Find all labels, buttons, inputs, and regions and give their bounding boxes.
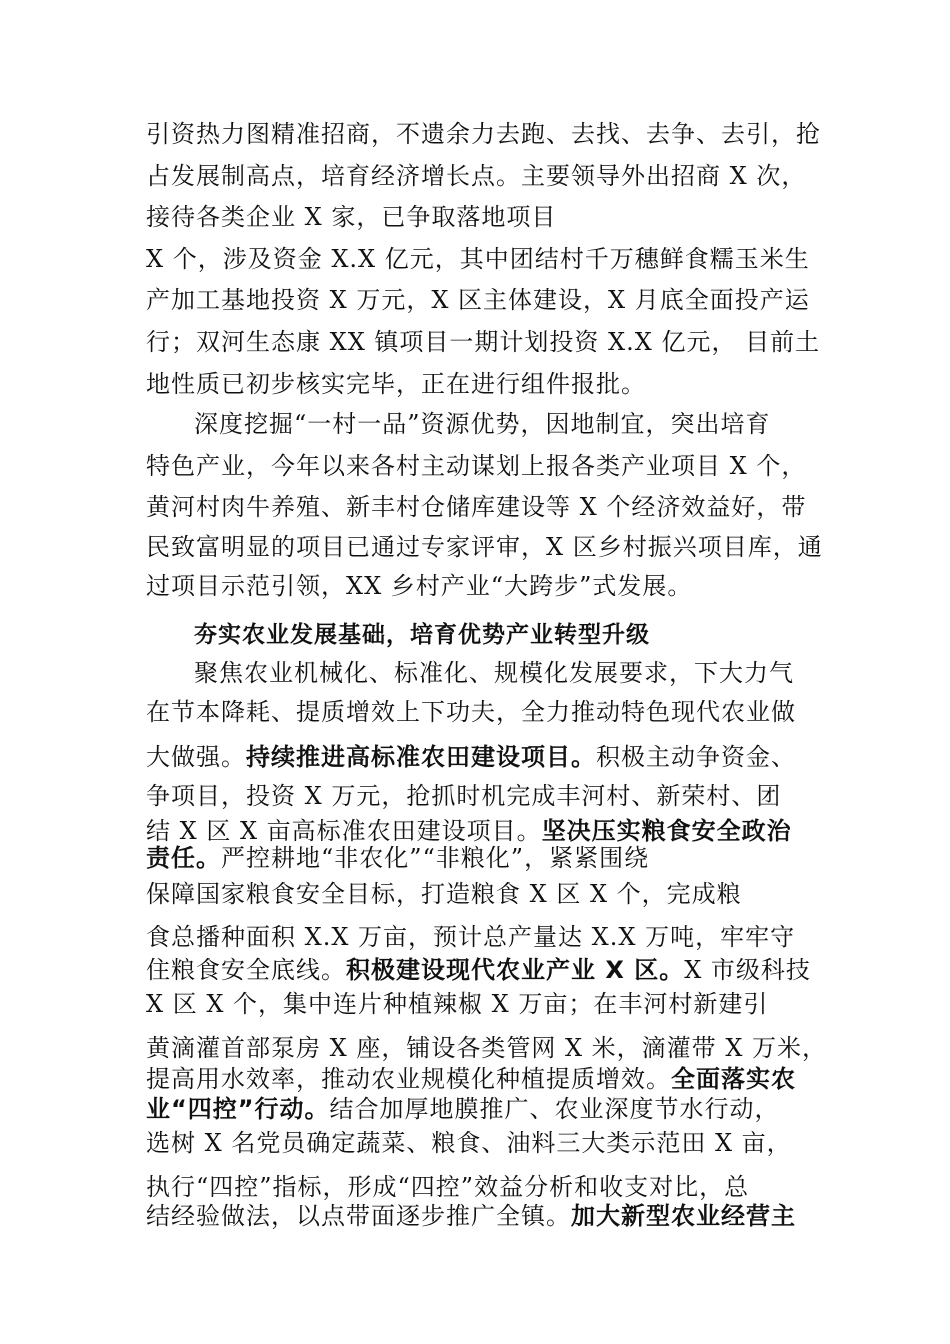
text-run: X 市级科技	[684, 956, 811, 984]
text-line: 保障国家粮食安全目标，打造粮食 X 区 X 个，完成粮	[146, 880, 742, 908]
bold-lead-phrase: 持续推进高标准农田建设项目。	[246, 743, 596, 771]
text-line: 占发展制高点，培育经济增长点。主要领导外出招商 X 次，	[146, 162, 807, 190]
text-line: 深度挖掘“一村一品”资源优势，因地制宜，突出培育	[194, 410, 771, 438]
text-line: 地性质已初步核实完毕，正在进行组件报批。	[146, 370, 646, 398]
text-run: 结合加厚地膜推广、农业深度节水行动，	[329, 1095, 780, 1123]
text-line	[146, 842, 649, 874]
text-line	[146, 1200, 796, 1232]
text-line	[146, 954, 811, 986]
text-run: 大做强。	[146, 743, 246, 771]
text-line: X 区 X 个，集中连片种植辣椒 X 万亩；在丰河村新建引	[146, 990, 769, 1018]
text-line: 引资热力图精准招商，不遗余力去跑、去找、去争、去引，抢	[146, 120, 821, 148]
text-run: 结经验做法，以点带面逐步推广全镇。	[146, 1202, 571, 1230]
text-line: 选树 X 名党员确定蔬菜、粮食、油料三大类示范田 X 亩，	[146, 1129, 792, 1157]
text-line: 争项目，投资 X 万元，抢抓时机完成丰河村、新荣村、团	[146, 782, 782, 810]
text-line: 黄河村肉牛养殖、新丰村仓储库建设等 X 个经济效益好，带	[146, 493, 807, 521]
text-line: 接待各类企业 X 家，已争取落地项目	[146, 203, 557, 231]
bold-lead-phrase: 积极建设现代农业产业 X 区。	[346, 956, 685, 984]
bold-lead-phrase: 责任。	[146, 844, 221, 872]
text-run: 严控耕地“非农化”“非粮化”，紧紧围绕	[221, 844, 650, 872]
bold-lead-phrase: 业“四控”行动。	[146, 1095, 330, 1123]
text-line: X 个，涉及资金 X.X 亿元，其中团结村千万穗鲜食糯玉米生	[146, 245, 810, 273]
bold-lead-phrase: 全面落实农	[671, 1065, 796, 1093]
text-line: 产加工基地投资 X 万元，X 区主体建设，X 月底全面投产运	[146, 286, 810, 314]
text-line: 在节本降耗、提质增效上下功夫，全力推动特色现代农业做	[146, 698, 796, 726]
text-line: 聚焦农业机械化、标准化、规模化发展要求，下大力气	[194, 659, 794, 687]
text-line	[146, 1093, 780, 1125]
section-heading: 夯实农业发展基础，培育优势产业转型升级	[194, 622, 650, 648]
bold-lead-phrase: 坚决压实粮食安全政治	[541, 817, 792, 845]
text-line: 过项目示范引领，XX 乡村产业“大跨步”式发展。	[146, 572, 693, 600]
text-line: 食总播种面积 X.X 万亩，预计总产量达 X.X 万吨，牢牢守	[146, 923, 796, 951]
text-line: 执行“四控”指标，形成“四控”效益分析和收支对比，总	[146, 1173, 750, 1201]
text-run: 住粮食安全底线。	[146, 956, 346, 984]
text-run: 提高用水效率，推动农业规模化种植提质增效。	[146, 1065, 671, 1093]
bold-lead-phrase: 加大新型农业经营主	[571, 1202, 796, 1230]
text-line: 民致富明显的项目已通过专家评审，X 区乡村振兴项目库，通	[146, 533, 823, 561]
text-line	[146, 1063, 796, 1095]
text-line: 特色产业，今年以来各村主动谋划上报各类产业项目 X 个，	[146, 452, 807, 480]
text-line	[146, 741, 796, 773]
text-line: 行；双河生态康 XX 镇项目一期计划投资 X.X 亿元， 目前土	[146, 328, 821, 356]
text-run: 结 X 区 X 亩高标准农田建设项目。	[146, 817, 542, 845]
text-line: 黄滴灌首部泵房 X 座，铺设各类管网 X 米，滴灌带 X 万米，	[146, 1034, 828, 1062]
text-run: 积极主动争资金、	[596, 743, 796, 771]
